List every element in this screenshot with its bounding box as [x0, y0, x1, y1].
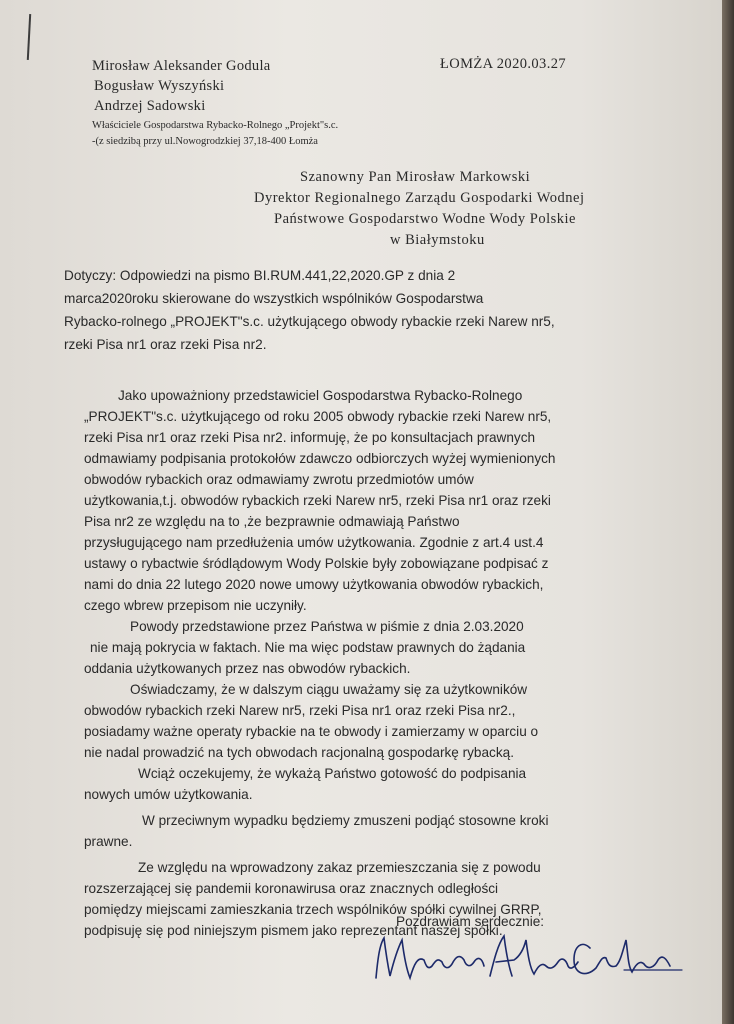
recipient-line-3: Państwowe Gospodarstwo Wodne Wody Polskie	[274, 211, 576, 227]
subject-line: marca2020roku skierowane do wszystkich wspólników Gospodarstwa	[64, 291, 484, 306]
body-line: oddania użytkowanych przez nas obwodów rybackich.	[84, 661, 411, 676]
body-line: nie nadal prowadzić na tych obwodach racjonalną gospodarkę rybacką.	[84, 745, 514, 760]
sender-owners-line: Właściciele Gospodarstwa Rybacko-Rolnego „Projekt"s.c.	[92, 120, 339, 131]
subject-line: Rybacko-rolnego „PROJEKT"s.c. użytkującego obwody rybackie rzeki Narew nr5,	[64, 314, 555, 329]
body-line: Powody przedstawione przez Państwa w piśmie z dnia 2.03.2020	[130, 619, 524, 634]
recipient-line-4: w Białymstoku	[390, 232, 485, 248]
body-line: nami do dnia 22 lutego 2020 nowe umowy użytkowania obwodów rybackich,	[84, 577, 544, 592]
subject-line: Dotyczy: Odpowiedzi na pismo BI.RUM.441,22,2020.GP z dnia 2	[64, 268, 456, 283]
body-line: Jako upoważniony przedstawiciel Gospodarstwa Rybacko-Rolnego	[118, 388, 523, 403]
body-line: Ze względu na wprowadzony zakaz przemieszczania się z powodu	[138, 860, 541, 875]
body-line: rzeki Pisa nr1 oraz rzeki Pisa nr2. informuję, że po konsultacjach prawnych	[84, 430, 536, 445]
body-line: posiadamy ważne operaty rybackie na te obwody i zamierzamy w oparciu o	[84, 724, 539, 739]
sender-block	[92, 56, 338, 150]
body-line: przysługującego nam przedłużenia umów użytkowania. Zgodnie z art.4 ust.4	[84, 535, 544, 550]
body-line: „PROJEKT"s.c. użytkującego od roku 2005 obwody rybackie rzeki Narew nr5,	[84, 409, 552, 424]
sender-name-2: Bogusław Wyszyński	[94, 78, 225, 94]
body-line: Wciąż oczekujemy, że wykażą Państwo gotowość do podpisania	[138, 766, 527, 781]
body-line: Oświadczamy, że w dalszym ciągu uważamy się za użytkowników	[130, 682, 528, 697]
sender-name-3: Andrzej Sadowski	[94, 98, 206, 114]
place-date: ŁOMŻA 2020.03.27	[440, 56, 567, 72]
body-line: nie mają pokrycia w faktach. Nie ma więc podstaw prawnych do żądania	[90, 640, 526, 655]
background-edge	[722, 0, 734, 1024]
sender-address-line: -(z siedzibą przy ul.Nowogrodzkiej 37,18-400 Łomża	[92, 136, 318, 147]
recipient-line-1: Szanowny Pan Mirosław Markowski	[300, 169, 531, 185]
handwritten-signature	[370, 926, 690, 986]
body-line: ustawy o rybactwie śródlądowym Wody Polskie były zobowiązane podpisać z	[84, 556, 549, 571]
subject-line: rzeki Pisa nr1 oraz rzeki Pisa nr2.	[64, 337, 267, 352]
recipient-line-2: Dyrektor Regionalnego Zarządu Gospodarki Wodnej	[254, 190, 585, 206]
body-line: podpisuję się pod niniejszym pismem jako reprezentant naszej spółki.	[84, 923, 503, 938]
recipient-block	[0, 167, 585, 251]
subject-block	[64, 264, 704, 356]
body-line: obwodów rybackich oraz odmawiamy zwrotu przedmiotów umów	[84, 472, 474, 487]
body-line: nowych umów użytkowania.	[84, 787, 253, 802]
closing-greeting: Pozdrawiam serdecznie:	[396, 914, 545, 929]
sender-name-1: Mirosław Aleksander Godula	[92, 58, 271, 74]
body-line: Pisa nr2 ze względu na to ,że bezprawnie odmawiają Państwo	[84, 514, 460, 529]
body-line: użytkowania,t.j. obwodów rybackich rzeki Narew nr5, rzeki Pisa nr1 oraz rzeki	[84, 493, 551, 508]
body-line: W przeciwnym wypadku będziemy zmuszeni podjąć stosowne kroki	[142, 813, 549, 828]
body-line: odmawiamy podpisania protokołów zdawczo odbiorczych wyżej wymienionych	[84, 451, 556, 466]
body-line: czego wbrew przepisom nie uczyniły.	[84, 598, 307, 613]
body-line: rozszerzającej się pandemii koronawirusa oraz znacznych odległości	[84, 881, 499, 896]
body-line: prawne.	[84, 834, 133, 849]
body-line: obwodów rybackich rzeki Narew nr5, rzeki Pisa nr1 oraz rzeki Pisa nr2.,	[84, 703, 516, 718]
body-line: pomiędzy miejscami zamieszkania trzech wspólników spółki cywilnej GRRP,	[84, 902, 542, 917]
letter-body	[84, 385, 724, 941]
pen-mark	[27, 14, 31, 60]
